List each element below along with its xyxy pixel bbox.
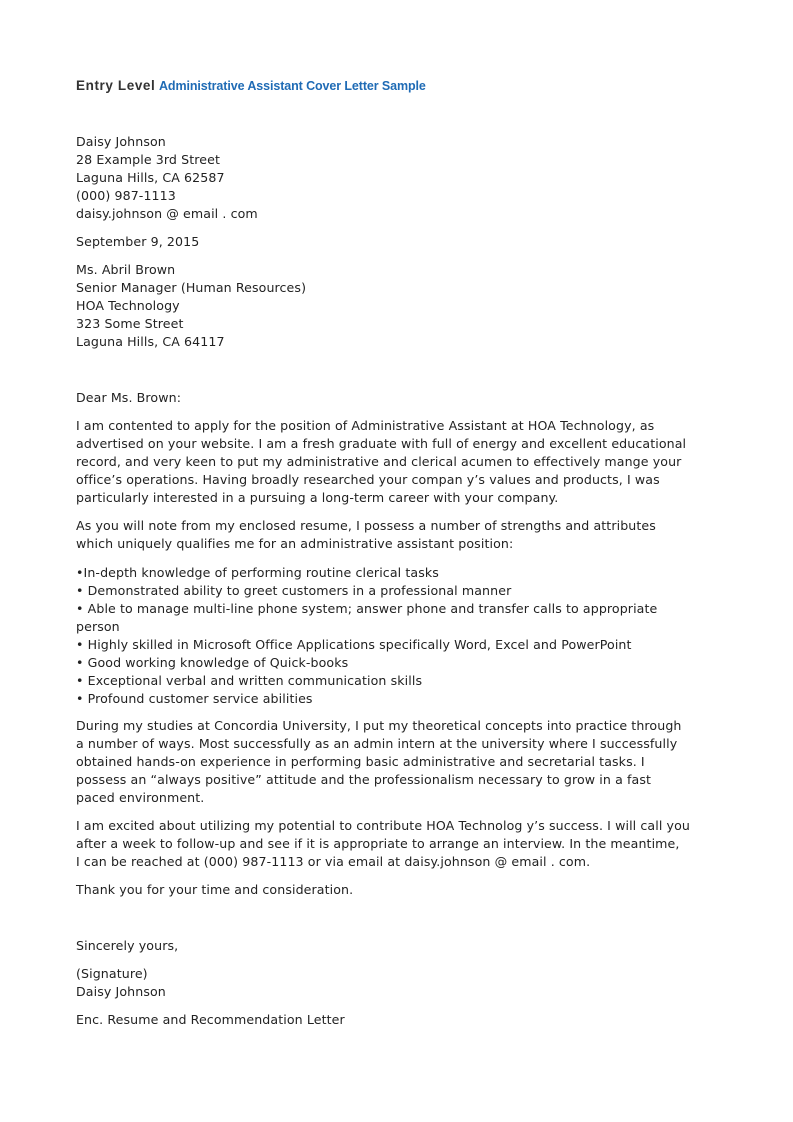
letter-date — [76, 233, 726, 251]
paragraph-line: I am excited about utilizing my potential to contribute HOA Technolog y’s success. I will call you — [76, 818, 690, 833]
strengths-list — [76, 564, 726, 708]
paragraph-line: paced environment. — [76, 790, 205, 805]
sender-phone: (000) 987-1113 — [76, 188, 176, 203]
recipient-street: 323 Some Street — [76, 316, 184, 331]
list-item: person — [76, 619, 120, 634]
list-item: • Profound customer service abilities — [76, 691, 313, 706]
paragraph-strengths — [76, 517, 726, 553]
paragraph-line: During my studies at Concordia University, I put my theoretical concepts into practice through — [76, 718, 682, 733]
document-title — [76, 77, 426, 95]
paragraph-followup — [76, 817, 726, 871]
signer-name: Daisy Johnson — [76, 984, 166, 999]
paragraph-line: I am contented to apply for the position of Administrative Assistant at HOA Technology, as — [76, 418, 655, 433]
recipient-company: HOA Technology — [76, 298, 180, 313]
closing-text: Sincerely yours, — [76, 938, 179, 953]
thanks-text: Thank you for your time and consideration. — [76, 882, 354, 897]
paragraph-line: after a week to follow-up and see if it is appropriate to arrange an interview. In the meantime, — [76, 836, 680, 851]
paragraph-education — [76, 717, 726, 807]
date-text: September 9, 2015 — [76, 234, 200, 249]
sender-name: Daisy Johnson — [76, 134, 166, 149]
recipient-address — [76, 261, 726, 351]
title-main: Administrative Assistant Cover Letter Sample — [159, 79, 426, 93]
list-item: • Able to manage multi-line phone system; answer phone and transfer calls to appropriate — [76, 601, 658, 616]
salutation-text: Dear Ms. Brown: — [76, 390, 182, 405]
paragraph-line: which uniquely qualifies me for an administrative assistant position: — [76, 536, 514, 551]
list-item: • Good working knowledge of Quick-books — [76, 655, 349, 670]
sender-address — [76, 133, 726, 223]
thanks — [76, 881, 726, 899]
paragraph-line: possess an “always positive” attitude and the professionalism necessary to grow in a fast — [76, 772, 652, 787]
closing — [76, 937, 726, 955]
title-prefix: Entry Level — [76, 78, 156, 93]
paragraph-line: a number of ways. Most successfully as an admin intern at the university where I successfully — [76, 736, 678, 751]
recipient-title: Senior Manager (Human Resources) — [76, 280, 307, 295]
sender-city: Laguna Hills, CA 62587 — [76, 170, 225, 185]
list-item: • Demonstrated ability to greet customers in a professional manner — [76, 583, 512, 598]
paragraph-line: As you will note from my enclosed resume, I possess a number of strengths and attributes — [76, 518, 656, 533]
paragraph-line: office’s operations. Having broadly researched your compan y’s values and products, I was — [76, 472, 660, 487]
enclosure — [76, 1011, 726, 1029]
list-item: •In-depth knowledge of performing routine clerical tasks — [76, 565, 439, 580]
paragraph-line: obtained hands-on experience in performing basic administrative and secretarial tasks. I — [76, 754, 645, 769]
signature-block — [76, 965, 726, 1001]
sender-street: 28 Example 3rd Street — [76, 152, 221, 167]
list-item: • Exceptional verbal and written communication skills — [76, 673, 423, 688]
salutation — [76, 389, 726, 407]
paragraph-line: record, and very keen to put my administrative and clerical acumen to effectively mange your — [76, 454, 682, 469]
paragraph-line: I can be reached at (000) 987-1113 or via email at daisy.johnson @ email . com. — [76, 854, 591, 869]
signature-label: (Signature) — [76, 966, 148, 981]
list-item: • Highly skilled in Microsoft Office Applications specifically Word, Excel and PowerPoint — [76, 637, 632, 652]
enclosure-text: Enc. Resume and Recommendation Letter — [76, 1012, 345, 1027]
paragraph-line: particularly interested in a pursuing a long-term career with your company. — [76, 490, 559, 505]
sender-email: daisy.johnson @ email . com — [76, 206, 258, 221]
recipient-name: Ms. Abril Brown — [76, 262, 176, 277]
paragraph-line: advertised on your website. I am a fresh graduate with full of energy and excellent educational — [76, 436, 687, 451]
recipient-city: Laguna Hills, CA 64117 — [76, 334, 225, 349]
paragraph-intro — [76, 417, 726, 507]
